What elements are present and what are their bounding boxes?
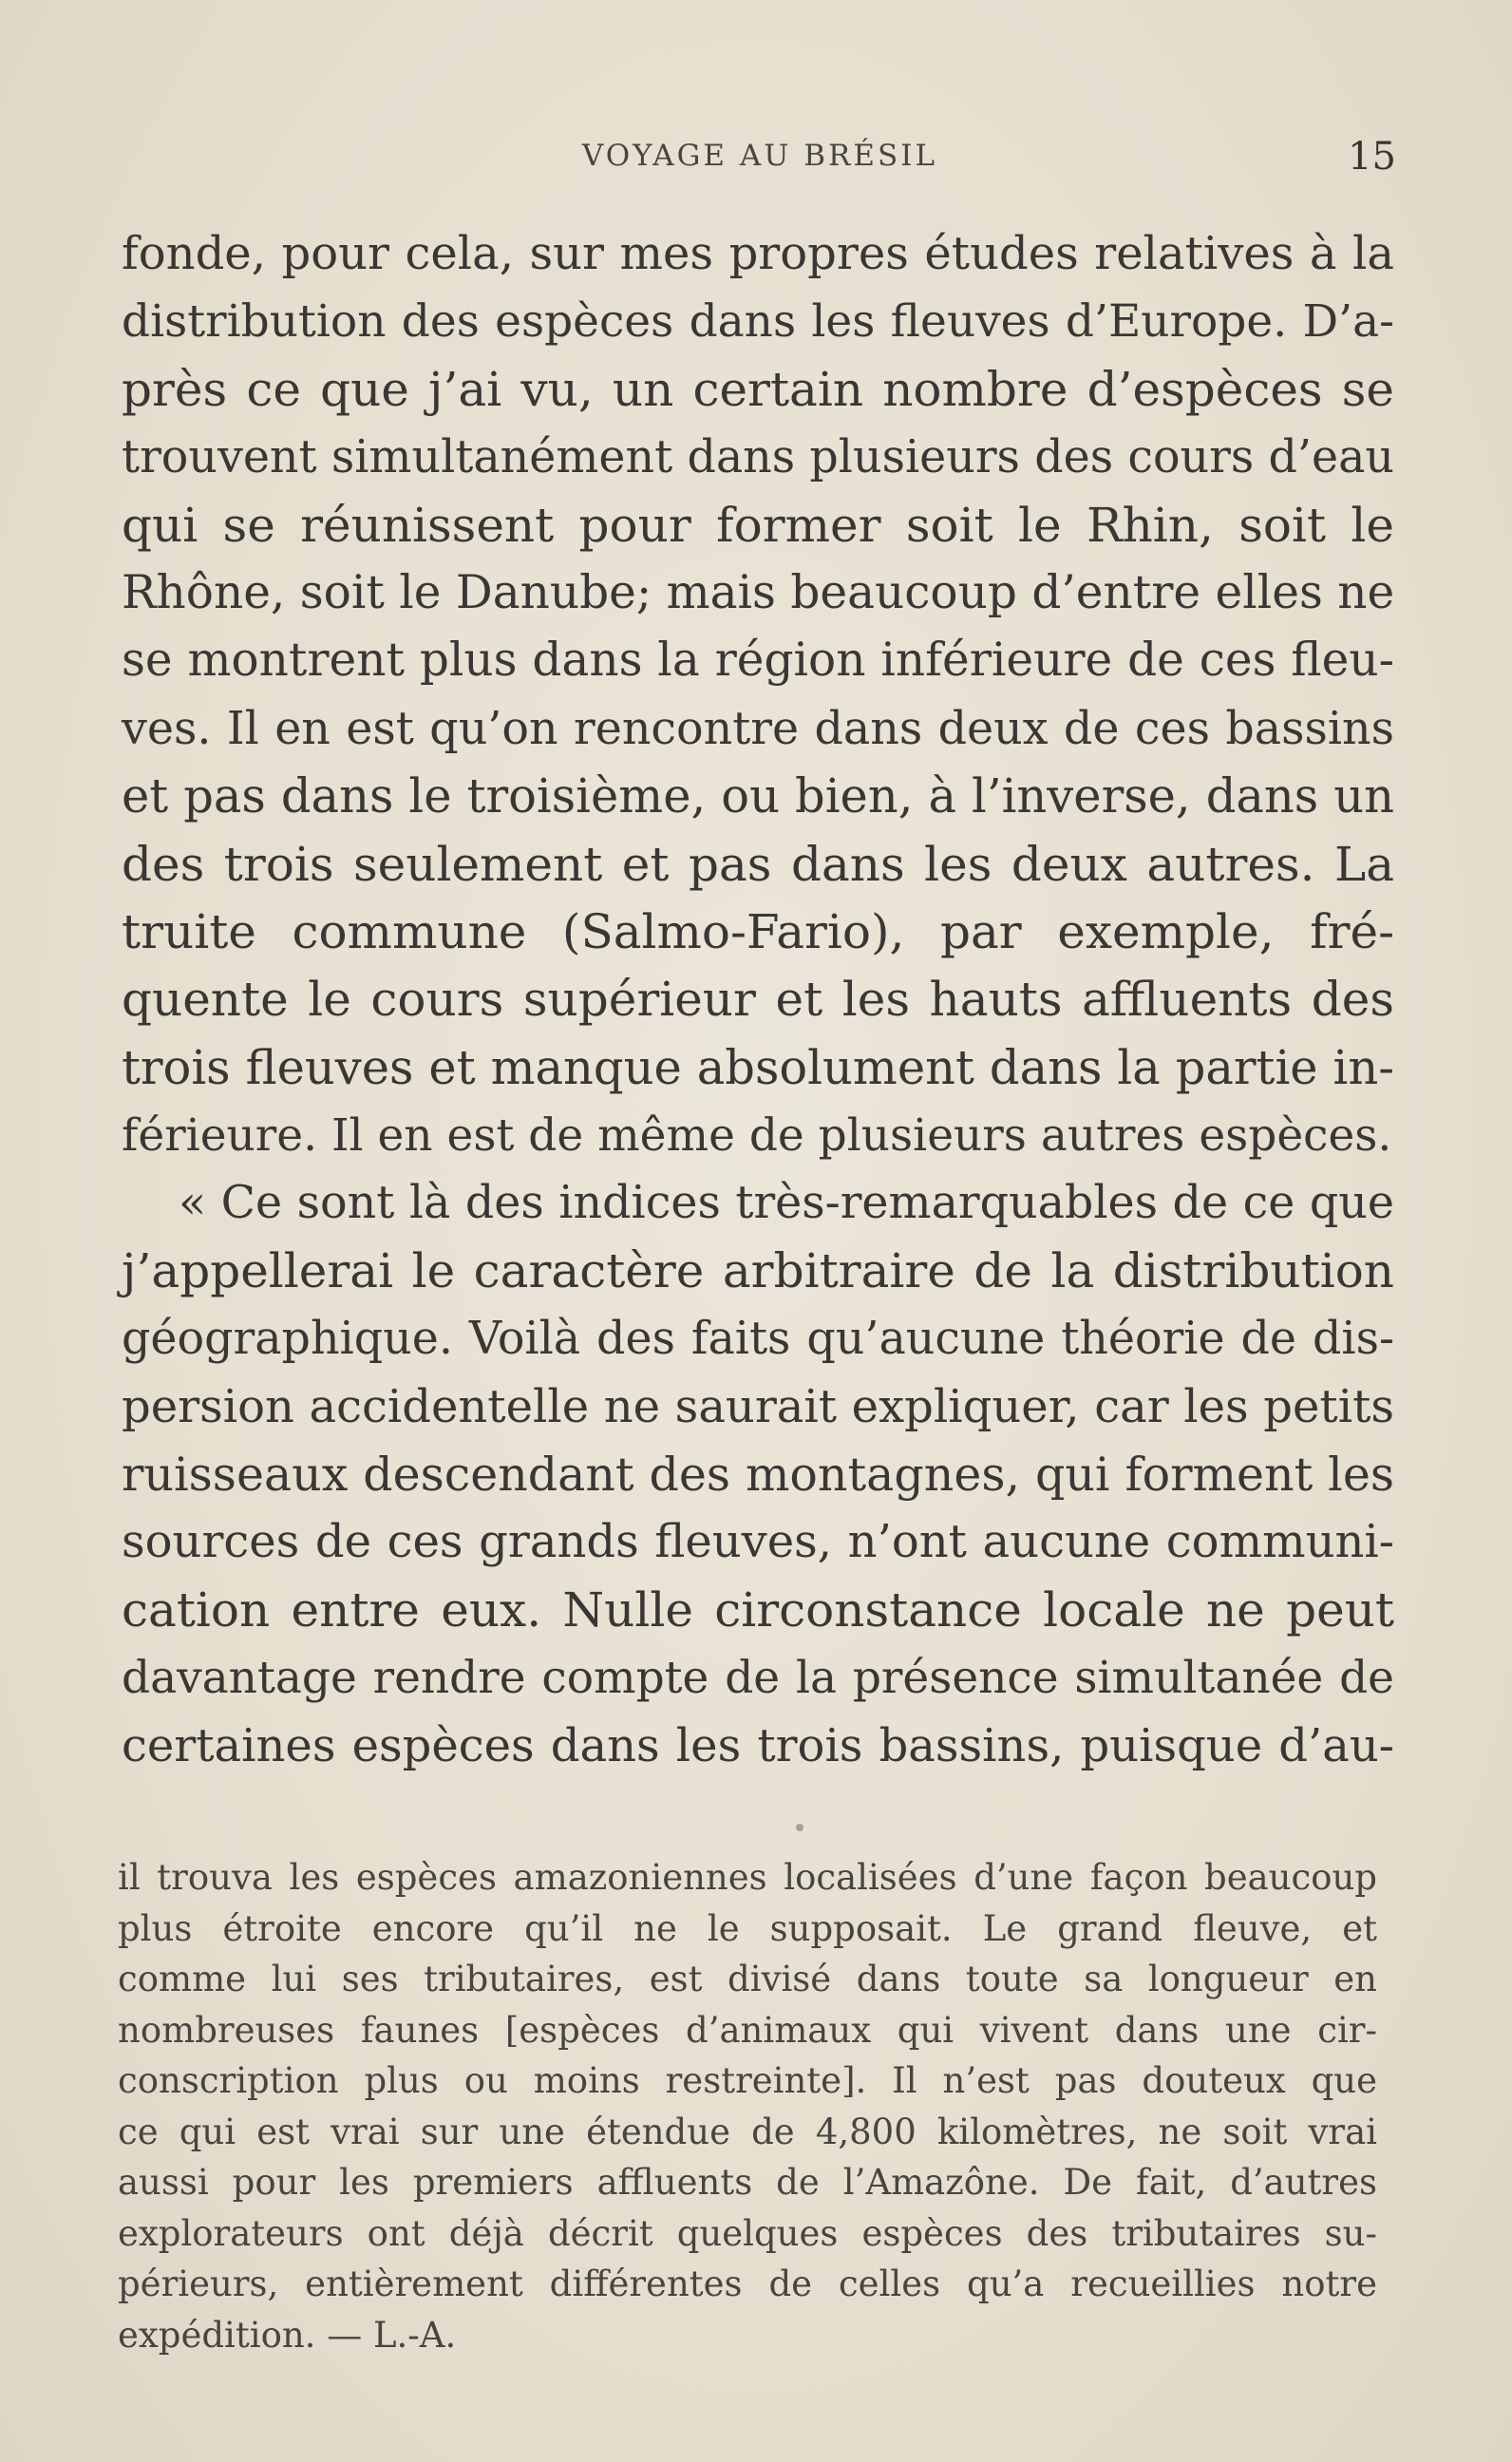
footnote-line: ce qui est vrai sur une étendue de 4,800 kilomètres, ne soit vrai [118,2111,1377,2152]
text-line: trois fleuves et manque absolument dans la partie in- [122,1039,1394,1095]
text-line: davantage rendre compte de la présence simultanée de [122,1652,1394,1705]
text-line: qui se réunissent pour former soit le Rhin, soit le [122,497,1394,553]
running-title: VOYAGE AU BRÉSIL [581,139,938,173]
footnote-line: explorateurs ont déjà décrit quelques espèces des tributaires su- [118,2212,1377,2254]
text-line: se montrent plus dans la région inférieure de ces fleu- [122,634,1394,688]
footnote-line: il trouva les espèces amazoniennes localisées d’une façon beaucoup [118,1857,1377,1898]
text-line: et pas dans le troisième, ou bien, à l’inverse, dans un [122,768,1394,824]
text-line: près ce que j’ai vu, un certain nombre d’espèces se [122,361,1394,417]
footnote-line: comme lui ses tributaires, est divisé dans toute sa longueur en [118,1959,1377,1999]
footnote [118,1852,1377,2360]
text-line: fonde, pour cela, sur mes propres études relatives à la [122,227,1394,280]
text-line: truite commune (Salmo-Fario), par exemple, fré- [122,903,1394,959]
text-line: géographique. Voilà des faits qu’aucune théorie de dis- [122,1313,1394,1366]
footnote-line: aussi pour les premiers affluents de l’Amazône. De fait, d’autres [118,2162,1377,2203]
footnote-line: plus étroite encore qu’il ne le supposait. Le grand fleuve, et [118,1907,1377,1949]
text-line: ruisseaux descendant des montagnes, qui forment les [122,1448,1394,1503]
text-line: des trois seulement et pas dans les deux autres. La [122,836,1394,892]
text-line: ves. Il en est qu’on rencontre dans deux de ces bassins [122,702,1394,755]
footnote-line: périeurs, entièrement différentes de celles qu’a recueillies notre [118,2263,1377,2304]
text-line: trouvent simultanément dans plusieurs des cours d’eau [122,431,1394,484]
text-line: certaines espèces dans les trois bassins, puisque d’au- [122,1718,1394,1772]
footnote-separator [796,1824,803,1831]
main-text [122,220,1394,1780]
page-header [123,135,1396,182]
page-number: 15 [1348,135,1396,179]
text-line: Rhône, soit le Danube; mais beaucoup d’entre elles ne [122,565,1395,619]
text-line: quente le cours supérieur et les hauts affluents des [122,972,1394,1028]
text-line: férieure. Il en est de même de plusieurs autres espèces. [122,1109,1392,1163]
text-line: cation entre eux. Nulle circonstance locale ne peut [122,1581,1394,1638]
text-line: distribution des espèces dans les fleuves d’Europe. D’a- [122,295,1394,349]
footnote-line: nombreuses faunes [espèces d’animaux qui vivent dans une cir- [118,2009,1377,2051]
footnote-line: expédition. — L.-A. [118,2314,457,2356]
text-line: persion accidentelle ne saurait expliquer, car les petits [122,1379,1394,1433]
text-line: sources de ces grands fleuves, n’ont aucune communi- [122,1515,1394,1569]
footnote-line: conscription plus ou moins restreinte]. Il n’est pas douteux que [118,2060,1377,2101]
text-line: j’appellerai le caractère arbitraire de la distribution [122,1242,1394,1298]
text-line: « Ce sont là des indices très-remarquables de ce que [179,1177,1394,1230]
